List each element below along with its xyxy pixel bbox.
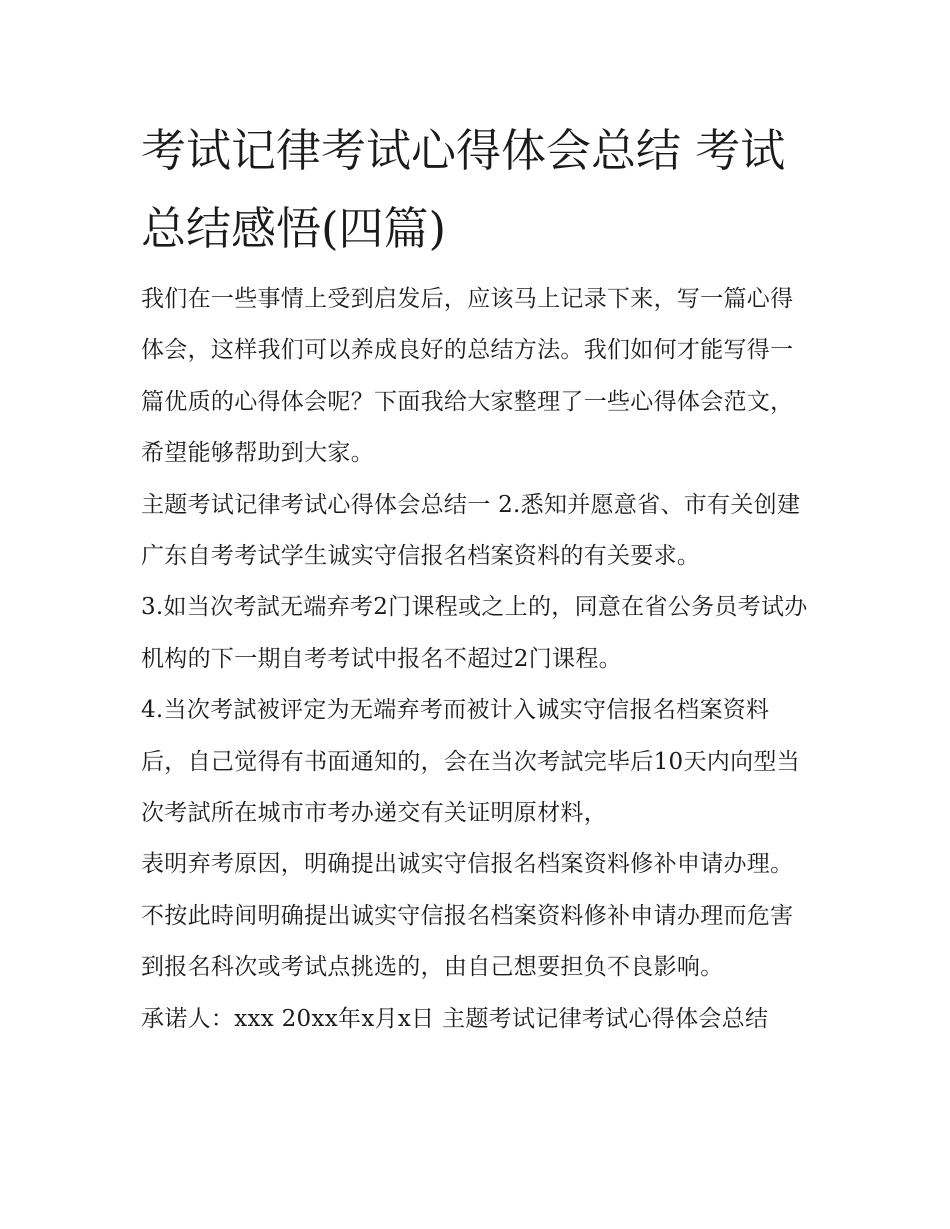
document-page bbox=[141, 112, 813, 1045]
body-paragraph-2: 3.如当次考試无端弃考2门课程或之上的，同意在省公务员考试办机构的下一期自考考试中报名不超过2门课程。 bbox=[141, 594, 808, 672]
body-paragraph-1: 主题考试记律考试心得体会总结一 2.悉知并愿意省、市有关创建广东自考考试学生诚实守信报名档案资料的有关要求。 bbox=[141, 491, 801, 570]
intro-paragraph: 我们在一些事情上受到启发后，应该马上记录下来，写一篇心得体会，这样我们可以养成良好的总结方法。我们如何才能写得一篇优质的心得体会呢？下面我给大家整理了一些心得体会范文，希望能够帮助到大家。 bbox=[141, 286, 794, 467]
document-title: 考试记律考试心得体会总结 考试总结感悟(四篇) bbox=[141, 124, 786, 255]
body-paragraph-3: 4.当次考試被评定为无端弃考而被计入诚实守信报名档案资料后，自己觉得有书面通知的，会在当次考試完毕后10天内向型当次考試所在城市市考办递交有关证明原材料， bbox=[141, 697, 800, 827]
signature-paragraph: 承诺人：xxx 20xx年x月x日 主题考试记律考试心得体会总结 bbox=[141, 1005, 769, 1032]
body-paragraph-4: 表明弃考原因，明确提出诚实守信报名档案资料修补申请办理。不按此時间明确提出诚实守信报名档案资料修补申请办理而危害到报名科次或考试点挑选的，由自己想要担负不良影响。 bbox=[141, 851, 794, 981]
